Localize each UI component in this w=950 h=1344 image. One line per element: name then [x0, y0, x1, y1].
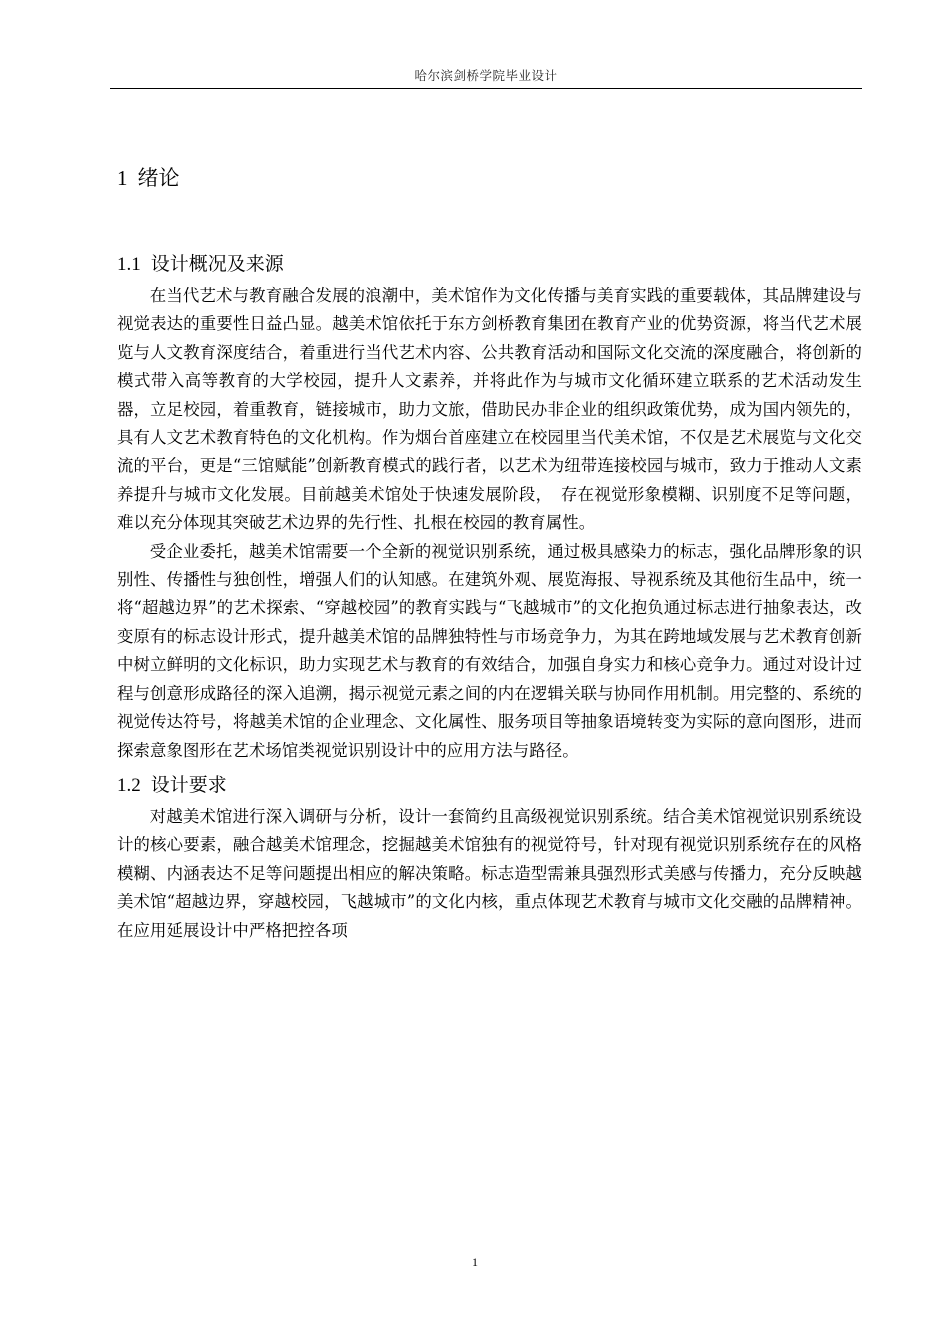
running-header: 哈尔滨剑桥学院毕业设计 — [414, 68, 558, 83]
section-heading-1-1 — [117, 246, 862, 282]
section-title: 设计要求 — [150, 773, 227, 796]
section-heading-1-2 — [117, 767, 862, 803]
body-paragraph: 在当代艺术与教育融合发展的浪潮中，美术馆作为文化传播与美育实践的重要载体，其品牌建设与视觉表达的重要性日益凸显。越美术馆依托于东方剑桥教育集团在教育产业的优势资源，将当代艺术展览与人文教育深度结合，着重进行当代艺术内容、公共教育活动和国际文化交流的深度融合，将创新的模式带入高等教育的大学校园，提升人文素养，并将此作为与城市文化循环建立联系的艺术活动发生器，立足校园，着重教育，链接城市，助力文旅，借助民办非企业的组织政策优势，成为国内领先的，具有人文艺术教育特色的文化机构。作为烟台首座建立在校园里当代美术馆，不仅是艺术展览与文化交流的平台，更是“三馆赋能”创新教育模式的践行者，以艺术为纽带连接校园与城市，致力于推动人文素养提升与城市文化发展。目前越美术馆处于快速发展阶段， 存在视觉形象模糊、识别度不足等问题，难以充分体现其突破艺术边界的先行性、扎根在校园的教育属性。 — [117, 286, 862, 533]
header-divider — [110, 88, 862, 89]
body-paragraph: 受企业委托，越美术馆需要一个全新的视觉识别系统，通过极具感染力的标志，强化品牌形象的识别性、传播性与独创性，增强人们的认知感。在建筑外观、展览海报、导视系统及其他衍生品中，统一将“超越边界”的艺术探索、“穿越校园”的教育实践与“飞越城市”的文化抱负通过标志进行抽象表达，改变原有的标志设计形式，提升越美术馆的品牌独特性与市场竞争力，为其在跨地域发展与艺术教育创新中树立鲜明的文化标识，助力实现艺术与教育的有效结合，加强自身实力和核心竞争力。通过对设计过程与创意形成路径的深入追溯，揭示视觉元素之间的内在逻辑关联与协同作用机制。用完整的、系统的视觉传达符号，将越美术馆的企业理念、文化属性、服务项目等抽象语境转变为实际的意向图形，进而探索意象图形在艺术场馆类视觉识别设计中的应用方法与路径。 — [117, 541, 862, 760]
body-paragraph: 对越美术馆进行深入调研与分析，设计一套简约且高级视觉识别系统。结合美术馆视觉识别系统设计的核心要素，融合越美术馆理念，挖掘越美术馆独有的视觉符号，针对现有视觉识别系统存在的风格模糊、内涵表达不足等问题提出相应的解决策略。标志造型需兼具强烈形式美感与传播力，充分反映越美术馆“超越边界，穿越校园，飞越城市”的文化内核，重点体现艺术教育与城市文化交融的品牌精神。在应用延展设计中严格把控各项 — [117, 806, 862, 940]
chapter-heading — [117, 160, 862, 196]
section-number: 1.1 — [117, 254, 141, 275]
chapter-title: 绪论 — [137, 166, 180, 190]
chapter-number: 1 — [117, 166, 128, 190]
page-body — [117, 160, 862, 945]
section-title: 设计概况及来源 — [150, 253, 284, 275]
page-number: 1 — [472, 1255, 478, 1269]
section-number: 1.2 — [117, 774, 141, 796]
